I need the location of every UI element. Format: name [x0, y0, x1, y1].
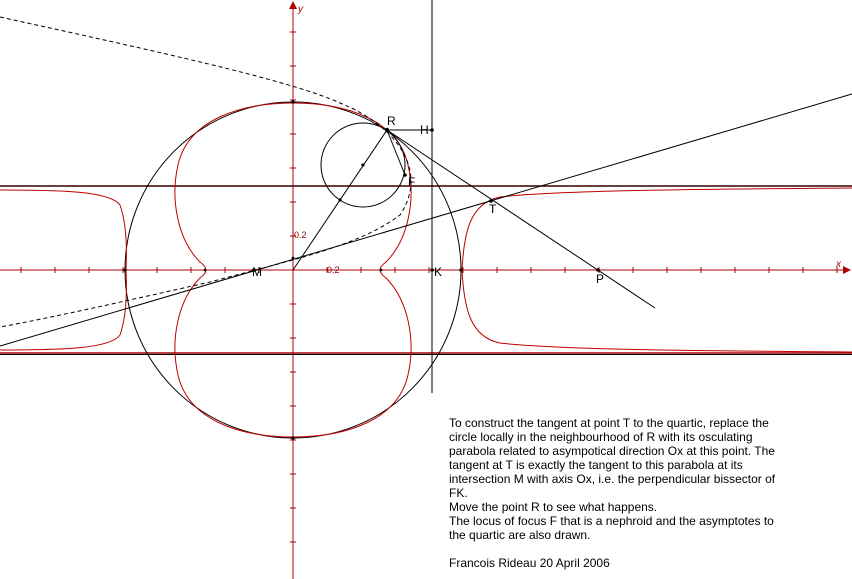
caption-line: the quartic are also drawn. — [449, 528, 591, 542]
caption-line: tangent at T is exactly the tangent to this parabola at its — [449, 458, 743, 472]
line-r-p — [387, 130, 655, 308]
circle-left-point — [123, 268, 126, 271]
point-f — [403, 173, 407, 177]
label-m: M — [252, 265, 262, 279]
caption-line: To construct the tangent at point T to the quartic, replace the — [449, 416, 769, 430]
parabola-axis-point — [292, 257, 295, 260]
circle-top-point — [291, 100, 294, 103]
label-h: H — [420, 123, 429, 137]
author-credit: Francois Rideau 20 April 2006 — [449, 556, 610, 570]
caption-line: parabola related to asympotical direction Ox at this point. The — [449, 444, 775, 458]
explanation-text — [449, 416, 845, 570]
y-axis-name: y — [298, 4, 303, 15]
x-axis-arrow — [843, 266, 851, 274]
circle-right-point — [459, 268, 462, 271]
x-axis-name: x — [836, 259, 841, 270]
caption-line: intersection M with axis Ox, i.e. the perpendicular bissector of — [449, 472, 776, 486]
label-p: P — [596, 272, 605, 286]
caption-line: The locus of focus F that is a nephroid and the asymptotes to — [449, 514, 774, 528]
label-k: K — [434, 265, 443, 279]
x-tick-label: 0.2 — [327, 265, 340, 275]
caption-line: FK. — [449, 486, 468, 500]
caption-line: Move the point R to see what happens. — [449, 500, 658, 514]
point-r[interactable] — [385, 128, 389, 132]
label-t: T — [489, 202, 497, 216]
circle-bottom-point — [291, 436, 294, 439]
radius-midpoint — [338, 198, 341, 201]
label-r: R — [387, 114, 396, 128]
nephroid-right-cusp — [380, 269, 383, 272]
point-h — [430, 128, 434, 132]
small-circle-center — [361, 163, 364, 166]
nephroid-left-cusp — [204, 269, 207, 272]
y-tick-label: 0.2 — [294, 230, 307, 240]
y-axis-arrow — [289, 1, 297, 9]
caption-line: circle locally in the neighbourhood of R with its osculating — [449, 430, 753, 444]
osculating-parabola — [0, 17, 411, 327]
label-f: F — [408, 175, 416, 189]
